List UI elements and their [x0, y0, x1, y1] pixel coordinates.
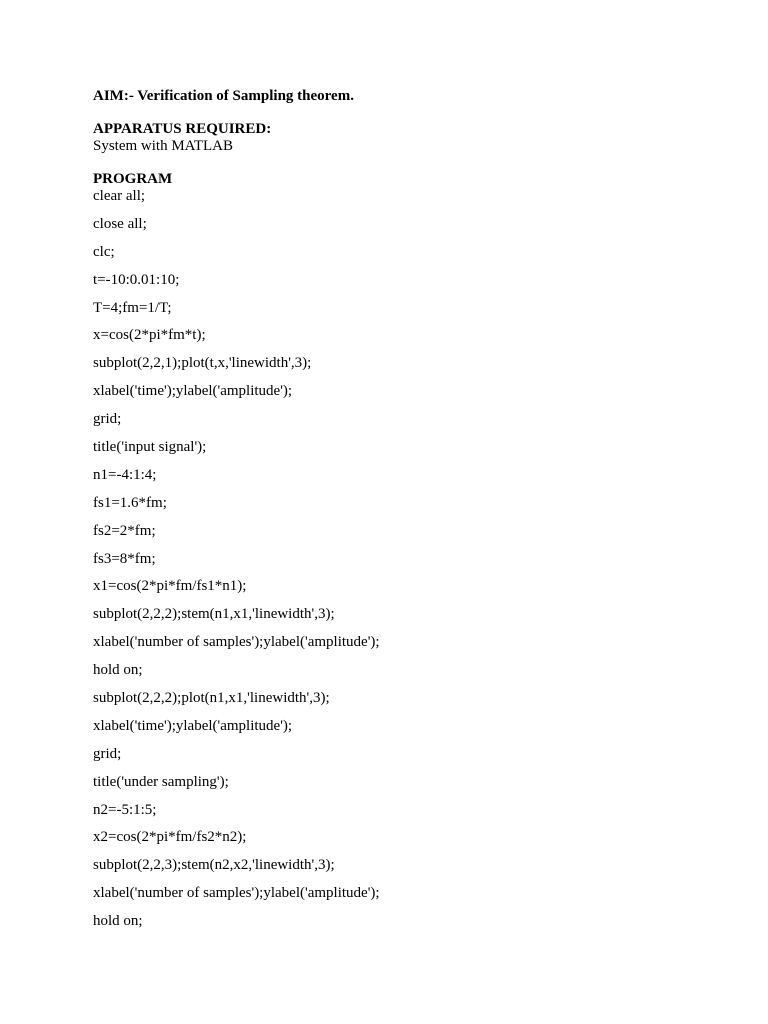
program-code — [93, 186, 380, 939]
code-line: t=-10:0.01:10; — [93, 271, 180, 288]
code-line: title('input signal'); — [93, 439, 207, 456]
code-line: xlabel('time');ylabel('amplitude'); — [93, 717, 293, 734]
code-line: xlabel('number of samples');ylabel('amplitude'); — [93, 634, 380, 651]
program-heading: PROGRAM — [93, 171, 173, 187]
code-line: x=cos(2*pi*fm*t); — [93, 327, 206, 344]
code-line: x1=cos(2*pi*fm/fs1*n1); — [93, 578, 247, 595]
code-line: title('under sampling'); — [93, 773, 229, 790]
code-line: fs3=8*fm; — [93, 550, 156, 567]
code-line: xlabel('number of samples');ylabel('amplitude'); — [93, 885, 380, 902]
code-line: grid; — [93, 745, 122, 762]
code-line: xlabel('time');ylabel('amplitude'); — [93, 383, 293, 400]
code-line: hold on; — [93, 662, 143, 679]
code-line: subplot(2,2,3);stem(n2,x2,'linewidth',3); — [93, 857, 335, 874]
code-line: hold on; — [93, 913, 143, 930]
aim-heading: AIM:- Verification of Sampling theorem. — [93, 88, 354, 104]
apparatus-heading: APPARATUS REQUIRED: — [93, 121, 272, 137]
code-line: subplot(2,2,2);stem(n1,x1,'linewidth',3); — [93, 606, 335, 623]
code-line: x2=cos(2*pi*fm/fs2*n2); — [93, 829, 247, 846]
code-line: T=4;fm=1/T; — [93, 299, 172, 316]
apparatus-text: System with MATLAB — [93, 138, 234, 154]
code-line: n2=-5:1:5; — [93, 801, 157, 818]
code-line: fs2=2*fm; — [93, 522, 156, 539]
code-line: clc; — [93, 243, 115, 260]
code-line: fs1=1.6*fm; — [93, 494, 167, 511]
code-line: clear all; — [93, 188, 146, 204]
code-line: n1=-4:1:4; — [93, 466, 157, 483]
code-line: grid; — [93, 411, 122, 428]
code-line: close all; — [93, 215, 147, 232]
code-line: subplot(2,2,1);plot(t,x,'linewidth',3); — [93, 355, 312, 372]
code-line: subplot(2,2,2);plot(n1,x1,'linewidth',3); — [93, 690, 330, 707]
